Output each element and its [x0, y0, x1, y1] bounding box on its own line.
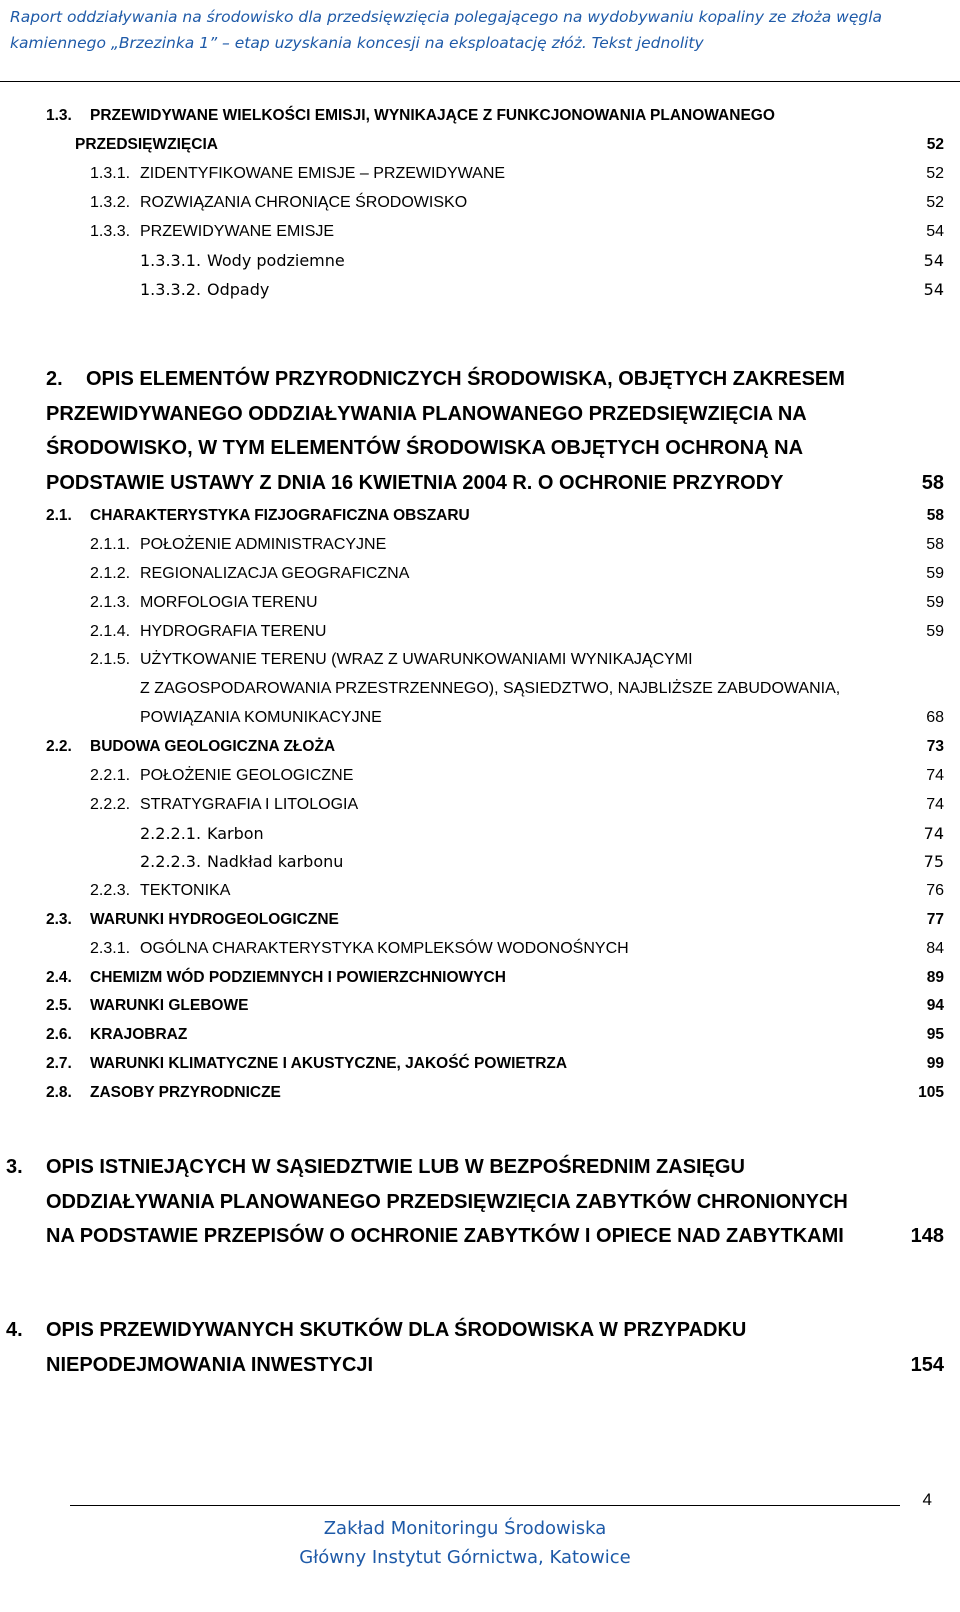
- toc-entry-number: 2.7.: [46, 1055, 72, 1072]
- toc-entry-title: WARUNKI GLEBOWE: [90, 997, 249, 1014]
- toc-entry-title: OPIS ISTNIEJĄCYCH W SĄSIEDZTWIE LUB W BEZPOŚREDNIM ZASIĘGU: [46, 1156, 745, 1178]
- toc-entry[interactable]: [0, 819, 960, 848]
- toc-entry-title: PRZEDSIĘWZIĘCIA: [75, 136, 218, 153]
- toc-entry-page: 154: [910, 1353, 944, 1376]
- toc-entry[interactable]: [0, 1150, 960, 1254]
- toc-entry[interactable]: [0, 1049, 960, 1078]
- toc-entry[interactable]: [0, 963, 960, 992]
- toc-entry-title: CHEMIZM WÓD PODZIEMNYCH I POWIERZCHNIOWYCH: [90, 969, 506, 986]
- toc-entry-title: CHARAKTERYSTYKA FIZJOGRAFICZNA OBSZARU: [90, 507, 470, 524]
- toc-entry[interactable]: [0, 991, 960, 1020]
- toc-entry-title: POWIĄZANIA KOMUNIKACYJNE: [140, 709, 382, 726]
- toc-entry-page: 84: [926, 940, 944, 957]
- toc-entry-number: 1.3.1.: [90, 165, 131, 182]
- toc-entry-title: OGÓLNA CHARAKTERYSTYKA KOMPLEKSÓW WODONOŚNYCH: [140, 940, 629, 957]
- toc-entry-title: Karbon: [207, 824, 264, 843]
- toc-entry[interactable]: [0, 246, 960, 275]
- toc-entry-title: Odpady: [207, 280, 270, 299]
- toc-entry-title: POŁOŻENIE ADMINISTRACYJNE: [140, 536, 387, 553]
- toc-entry-number: 2.6.: [46, 1026, 72, 1043]
- toc-entry[interactable]: [0, 1078, 960, 1107]
- toc-entry[interactable]: [0, 362, 960, 500]
- toc-entry-page: 99: [926, 1055, 944, 1072]
- toc-entry-number: 2.1.4.: [90, 623, 131, 640]
- toc-entry[interactable]: [0, 790, 960, 819]
- toc-entry-number: 1.3.: [46, 107, 72, 124]
- toc-entry-number: 2.2.2.3.: [140, 852, 202, 871]
- toc-entry-title: POŁOŻENIE GEOLOGICZNE: [140, 767, 354, 784]
- toc-entry[interactable]: [0, 876, 960, 905]
- header-line-1: Raport oddziaływania na środowisko dla przedsięwzięcia polegającego na wydobywaniu kopaliny ze złoża węgla: [10, 8, 883, 26]
- toc-entry-title: PRZEWIDYWANE EMISJE: [140, 223, 335, 240]
- toc-entry-title: NIEPODEJMOWANIA INWESTYCJI: [46, 1353, 374, 1376]
- document-header: [10, 4, 950, 56]
- toc-entry[interactable]: [0, 934, 960, 963]
- toc-entry-page: 75: [923, 852, 944, 871]
- toc-entry[interactable]: [0, 188, 960, 217]
- toc-entry-number: 2.2.: [46, 738, 72, 755]
- toc-entry-page: 76: [926, 882, 944, 899]
- toc-entry-page: 58: [921, 471, 944, 494]
- toc-entry-number: 2.3.1.: [90, 940, 131, 957]
- toc-entry[interactable]: [0, 1313, 960, 1382]
- toc-entry-number: 2.2.3.: [90, 882, 131, 899]
- toc-entry-page: 52: [926, 165, 944, 182]
- toc-entry-title: UŻYTKOWANIE TERENU (WRAZ Z UWARUNKOWANIAMI WYNIKAJĄCYMI: [140, 651, 693, 668]
- toc-entry-number: 3.: [6, 1156, 23, 1178]
- toc-entry-number: 1.3.2.: [90, 194, 131, 211]
- footer-line-2: Główny Instytut Górnictwa, Katowice: [299, 1547, 631, 1568]
- toc-entry-page: 77: [926, 911, 944, 928]
- toc-entry-page: 73: [926, 738, 944, 755]
- toc-entry-number: 1.3.3.: [90, 223, 131, 240]
- toc-entry-number: 4.: [6, 1319, 23, 1341]
- toc-entry-number: 2.2.2.1.: [140, 824, 202, 843]
- toc-entry-page: 54: [923, 280, 944, 299]
- toc-entry[interactable]: [0, 1020, 960, 1049]
- toc-entry-title: WARUNKI KLIMATYCZNE I AKUSTYCZNE, JAKOŚĆ POWIETRZA: [90, 1055, 568, 1072]
- toc-entry-page: 74: [923, 824, 944, 843]
- toc-entry-title: ROZWIĄZANIA CHRONIĄCE ŚRODOWISKO: [140, 194, 468, 211]
- toc-entry-number: 2.1.: [46, 507, 72, 524]
- toc-entry-title: ODDZIAŁYWANIA PLANOWANEGO PRZEDSIĘWZIĘCIA ZABYTKÓW CHRONIONYCH: [46, 1190, 848, 1213]
- toc-entry[interactable]: [0, 905, 960, 934]
- toc-entry-number: 2.1.5.: [90, 651, 131, 668]
- toc-entry-page: 59: [926, 565, 944, 582]
- toc-entry-number: 2.2.1.: [90, 767, 131, 784]
- toc-entry-title: STRATYGRAFIA I LITOLOGIA: [140, 796, 359, 813]
- toc-entry-title: Nadkład karbonu: [207, 852, 344, 871]
- toc-entry-page: 94: [926, 997, 944, 1014]
- toc-entry[interactable]: [0, 101, 960, 159]
- toc-entry-title: NA PODSTAWIE PRZEPISÓW O OCHRONIE ZABYTKÓW I OPIECE NAD ZABYTKAMI: [46, 1225, 844, 1247]
- toc-entry[interactable]: [0, 617, 960, 646]
- toc-entry-title: BUDOWA GEOLOGICZNA ZŁOŻA: [90, 738, 336, 755]
- toc-entry-page: 58: [926, 507, 944, 524]
- toc-entry-number: 2.4.: [46, 969, 72, 986]
- toc-entry-number: 2.: [46, 368, 63, 390]
- toc-entry-page: 68: [926, 709, 944, 726]
- toc-entry-number: 2.8.: [46, 1084, 72, 1101]
- toc-entry-title: ZIDENTYFIKOWANE EMISJE – PRZEWIDYWANE: [140, 165, 506, 182]
- toc-entry[interactable]: [0, 530, 960, 559]
- toc-entry[interactable]: [0, 559, 960, 588]
- page-number: 4: [922, 1490, 932, 1509]
- document-footer: [0, 1514, 930, 1572]
- toc-entry-number: 2.2.2.: [90, 796, 131, 813]
- toc-entry-page: 74: [926, 796, 944, 813]
- toc-entry[interactable]: [0, 217, 960, 246]
- toc-entry[interactable]: [0, 847, 960, 876]
- toc-entry-page: 54: [923, 251, 944, 270]
- toc-entry-number: 2.5.: [46, 997, 72, 1014]
- toc-entry[interactable]: [0, 501, 960, 530]
- toc-entry-number: 2.3.: [46, 911, 72, 928]
- toc-entry-page: 74: [926, 767, 944, 784]
- toc-entry-page: 59: [926, 623, 944, 640]
- toc-entry-title: REGIONALIZACJA GEOGRAFICZNA: [140, 565, 410, 582]
- footer-divider: [70, 1505, 900, 1506]
- toc-entry-title: PRZEWIDYWANEGO ODDZIAŁYWANIA PLANOWANEGO PRZEDSIĘWZIĘCIA NA: [46, 402, 807, 425]
- toc-entry-title: TEKTONIKA: [140, 882, 231, 899]
- toc-entry-page: 89: [926, 969, 944, 986]
- toc-entry-page: 148: [910, 1225, 944, 1247]
- toc-entry-number: 2.1.2.: [90, 565, 131, 582]
- toc-entry-title: OPIS ELEMENTÓW PRZYRODNICZYCH ŚRODOWISKA, OBJĘTYCH ZAKRESEM: [86, 368, 845, 390]
- header-line-2: kamiennego „Brzezinka 1” – etap uzyskania koncesji na eksploatację złóż. Tekst jednolity: [10, 34, 704, 52]
- toc-entry-page: 58: [926, 536, 944, 553]
- toc-entry-number: 1.3.3.1.: [140, 251, 202, 270]
- footer-line-1: Zakład Monitoringu Środowiska: [323, 1518, 607, 1539]
- toc-entry-title: WARUNKI HYDROGEOLOGICZNE: [90, 911, 339, 928]
- toc-entry-number: 2.1.1.: [90, 536, 131, 553]
- toc-entry[interactable]: [0, 761, 960, 790]
- header-divider: [0, 81, 960, 82]
- toc-entry-title: Wody podziemne: [207, 251, 345, 270]
- toc-entry-page: 95: [926, 1026, 944, 1043]
- toc-entry-title: MORFOLOGIA TERENU: [140, 594, 318, 611]
- toc-entry[interactable]: [0, 588, 960, 617]
- toc-entry-page: 52: [926, 194, 944, 211]
- toc-entry-page: 52: [926, 136, 944, 153]
- toc-entry-page: 105: [918, 1084, 944, 1101]
- toc-entry-title: HYDROGRAFIA TERENU: [140, 623, 327, 640]
- toc-entry[interactable]: [0, 275, 960, 304]
- toc-entry-title: PODSTAWIE USTAWY Z DNIA 16 KWIETNIA 2004 R. O OCHRONIE PRZYRODY: [46, 471, 784, 494]
- toc-entry-title: OPIS PRZEWIDYWANYCH SKUTKÓW DLA ŚRODOWISKA W PRZYPADKU: [46, 1319, 747, 1341]
- toc-entry-title: Z ZAGOSPODAROWANIA PRZESTRZENNEGO), SĄSIEDZTWO, NAJBLIŻSZE ZABUDOWANIA,: [140, 680, 841, 697]
- toc-entry-number: 2.1.3.: [90, 594, 131, 611]
- toc-entry[interactable]: [0, 732, 960, 761]
- toc-entry-title: KRAJOBRAZ: [90, 1026, 188, 1043]
- toc-entry[interactable]: [0, 159, 960, 188]
- toc-entry-title: ŚRODOWISKO, W TYM ELEMENTÓW ŚRODOWISKA OBJĘTYCH OCHRONĄ NA: [46, 437, 804, 459]
- toc-entry-number: 1.3.3.2.: [140, 280, 202, 299]
- toc-entry[interactable]: [0, 645, 960, 732]
- toc-entry-page: 54: [926, 223, 944, 240]
- toc-entry-page: 59: [926, 594, 944, 611]
- toc-entry-title: ZASOBY PRZYRODNICZE: [90, 1084, 281, 1101]
- toc-entry-title: PRZEWIDYWANE WIELKOŚCI EMISJI, WYNIKAJĄCE Z FUNKCJONOWANIA PLANOWANEGO: [90, 107, 775, 124]
